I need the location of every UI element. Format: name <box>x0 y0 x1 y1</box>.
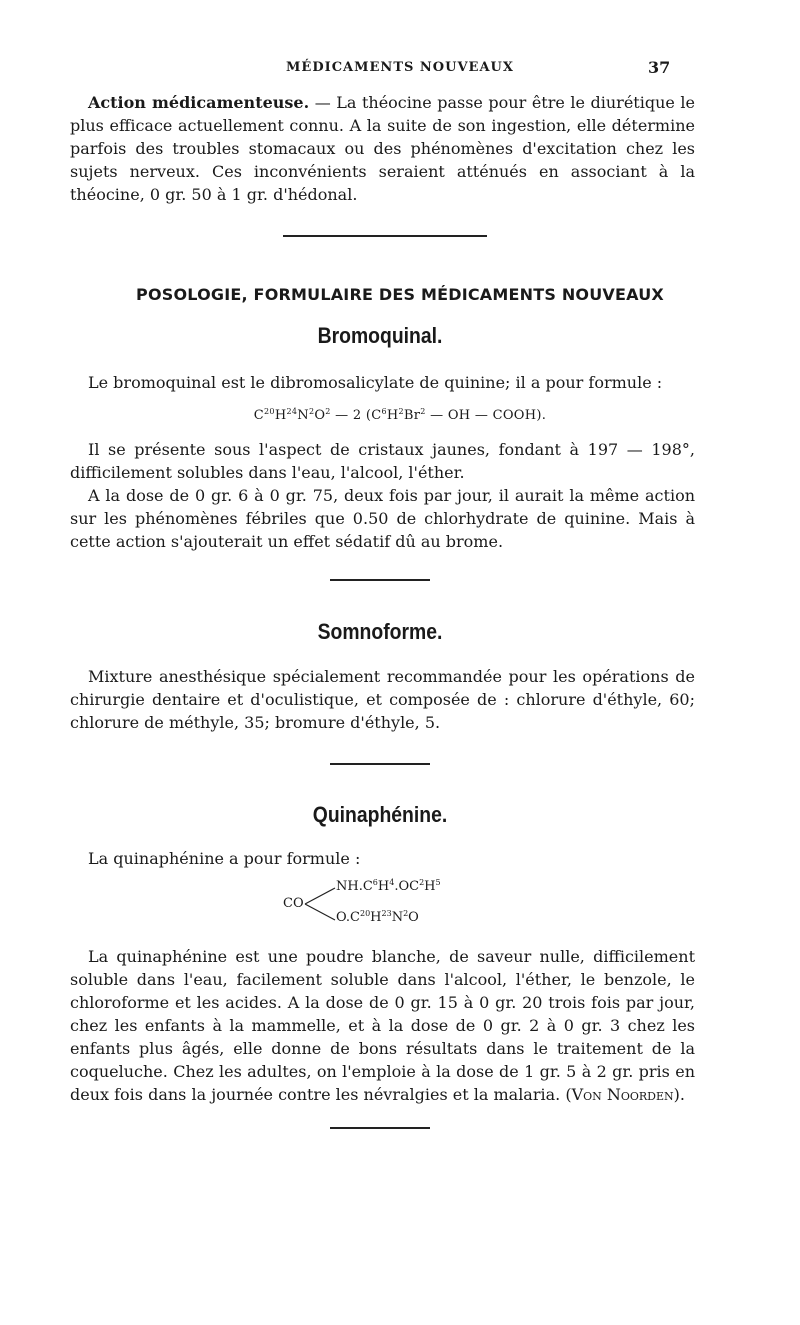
somnoforme-body <box>70 665 695 734</box>
bromoquinal-formula <box>0 408 800 423</box>
quinaphenine-body <box>70 945 695 1106</box>
bromoquinal-intro-block <box>70 371 695 394</box>
somnoforme-paragraph: Mixture anesthésique spécialement recommandée pour les opérations de chirurgie dentaire et d'oculistique, et composée de : chlorure d'éthyle, 60; chlorure de méthyle, 35; bromure d'éthyle, 5. <box>70 667 695 732</box>
quinaphenine-paragraph: La quinaphénine est une poudre blanche, de saveur nulle, difficilement soluble dans l'eau, facilement soluble dans l'alcool, l'éther, le benzole, le chloroforme et les acides. A la dose de 0 gr. 15 à 0 gr. 20 trois fois par jour, chez les enfants à la mammelle, et à la dose de 0 gr. 2 à 0 gr. 3 chez les enfants plus âgés, elle donne de bons résultats dans le traitement de la coqueluche. Chez les adultes, on l'emploie à la dose de 1 gr. 5 à 2 gr. pris en deux fois dans la journée contre les névralgies et la malaria. ( <box>70 947 695 1104</box>
somnoforme-title: Somnoforme. <box>317 619 443 644</box>
action-label: Action médicamenteuse. <box>88 93 310 112</box>
citation-close: ). <box>673 1085 685 1104</box>
section-divider <box>283 235 487 237</box>
bromoquinal-body <box>70 438 695 553</box>
divider-2 <box>330 579 430 581</box>
formula-co: CO <box>283 896 304 911</box>
bromoquinal-paragraph-1: Il se présente sous l'aspect de cristaux jaunes, fondant à 197 — 198°, difficilement solubles dans l'eau, l'alcool, l'éther. <box>70 440 695 482</box>
citation-author: Von Noorden <box>571 1085 674 1104</box>
divider-4 <box>330 1127 430 1129</box>
quinaphenine-title: Quinaphénine. <box>312 802 448 827</box>
bromoquinal-formula-rendered: $C^{20}H^{24}N^2O^2$ — 2 ($C^6H^2Br^2$ — OH — COOH). <box>253 407 547 423</box>
section-heading: POSOLOGIE, FORMULAIRE DES MÉDICAMENTS NOUVEAUX <box>136 285 664 304</box>
formula-lower-branch: $O.C^{20}H^{23}N^2O$ <box>336 909 419 925</box>
bromoquinal-paragraph-2: A la dose de 0 gr. 6 à 0 gr. 75, deux fois par jour, il aurait la même action sur les phénomènes fébriles que 0.50 de chlorhydrate de quinine. Mais à cette action s'ajouterait un effet sédatif dû au brome. <box>70 486 695 551</box>
page-number: 37 <box>648 58 671 77</box>
quinaphenine-intro: La quinaphénine a pour formule : <box>88 849 361 868</box>
quinaphenine-structural-formula <box>283 874 503 934</box>
divider-3 <box>330 763 430 765</box>
quinaphenine-intro-block <box>70 847 695 870</box>
formula-upper-branch: $NH.C^6H^4.OC^2H^5$ <box>336 878 441 894</box>
running-head: MÉDICAMENTS NOUVEAUX <box>286 60 514 75</box>
bromoquinal-intro: Le bromoquinal est le dibromosalicylate de quinine; il a pour formule : <box>88 373 663 392</box>
formula-branch-lines <box>303 884 339 924</box>
action-paragraph <box>70 91 695 206</box>
action-text: — La théocine passe pour être le diurétique le plus efficace actuellement connu. A la suite de son ingestion, elle détermine parfois des troubles stomacaux ou des phénomènes d'excitation chez les sujets nerveux. Ces inconvénients seraient atténués en associant à la théocine, 0 gr. 50 à 1 gr. d'hédonal. <box>70 93 696 204</box>
bromoquinal-title: Bromoquinal. <box>317 323 443 348</box>
